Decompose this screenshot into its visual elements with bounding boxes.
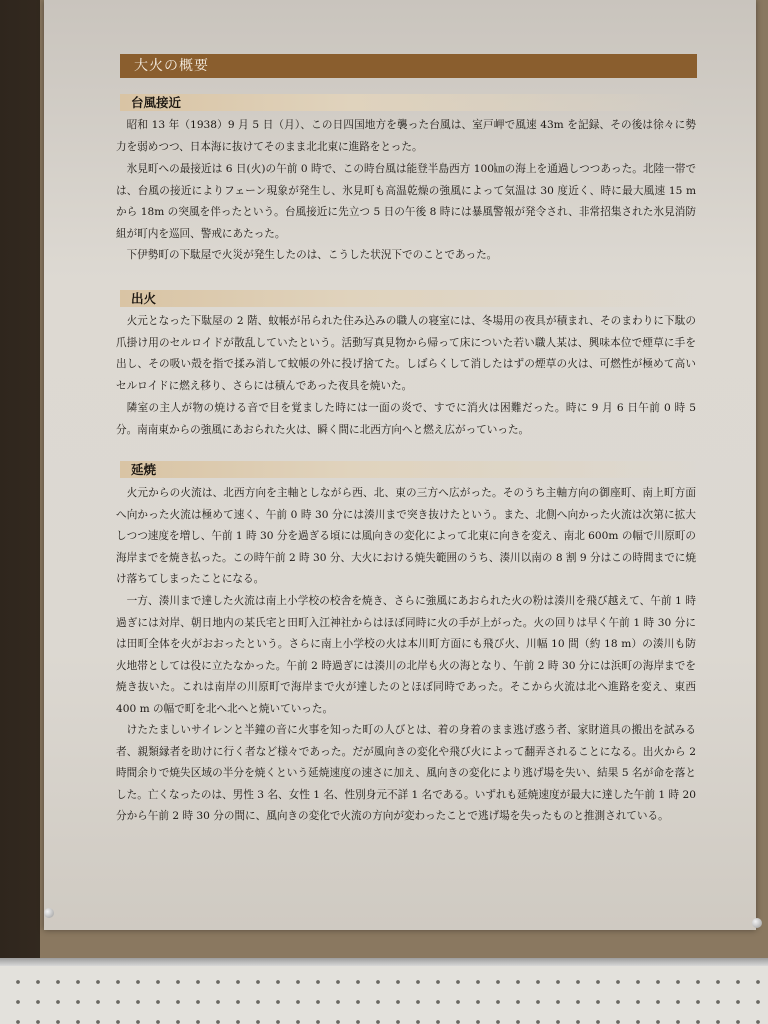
paragraph: 火元となった下駄屋の 2 階、蚊帳が吊られた住み込みの職人の寝室には、冬場用の夜具が積まれ、そのまわりに下駄の爪掛け用のセルロイドが散乱していたという。活動写真見物から帰って床についた若い職人某は、興味本位で煙草に手を出し、その吸い殻を指で揉み消して蚊帳の外に投げ捨てた。しばらくして消したはずの煙草の火は、可燃性が極めて高いセルロイドに燃え移り、さらには積んであった夜具を焼いた。 [116,315,696,392]
poster-title: 大火の概要 [120,54,697,78]
section-heading-outbreak: 出火 [120,290,697,307]
paragraph: 一方、湊川まで達した火流は南上小学校の校舎を焼き、さらに強風にあおられた火の粉は湊川を飛び越えて、午前 1 時過ぎには対岸、朝日地内の某氏宅と田町入江神社からはほぼ同時に火の手が上がった。火の回りは早く午前 1 時 30 分には田町全体を火がおおったという。さらに南上小学校の火は本川町方面にも飛び火、川幅 10 間（約 18 m）の湊川も防火地帯としては役に立たなかった。午前 2 時過ぎには湊川の北岸も火の海となり、午前 2 時 30 分には浜町の海岸までを焼き抜いた。これは南岸の川原町で海岸まで火が達したのとほぼ同時であった。そこから火流は北へ進路を変え、東西 400 m の幅で町を北へ北へと焼いていった。 [116,595,696,715]
pin-bottom-right-icon [752,918,762,928]
paragraph: 下伊勢町の下駄屋で火災が発生したのは、こうした状況下でのことであった。 [126,249,498,261]
pin-bottom-left-icon [44,908,54,918]
section-heading-spread: 延焼 [120,461,697,478]
paragraph: けたたましいサイレンと半鐘の音に火事を知った町の人びとは、着の身着のまま逃げ惑う者、家財道具の搬出を試みる者、親類縁者を助けに行く者など様々であった。だが風向きの変化や飛び火によって翻弄されることになる。出火から 2 時間余りで焼失区域の半分を焼くという延焼速度の速さに加え、風向きの変化により逃げ場を失い、結果 5 名が命を落とした。亡くなったのは、男性 3 名、女性 1 名、性別身元不詳 1 名である。いずれも延焼速度が最大に達した午前 1 時 20 分から午前 2 時 30 分の間に、風向きの変化で火流の方向が変わったことで逃げ場を失ったものと推測されている。 [116,724,696,823]
paragraph: 火元からの火流は、北西方向を主軸としながら西、北、東の三方へ広がった。そのうち主軸方向の御座町、南上町方面へ向かった火流は極めて速く、午前 0 時 30 分には湊川まで突き抜けたという。また、北側へ向かった火流は次第に拡大しつつ速度を増し、午前 1 時 30 分を過ぎる頃には風向きの変化によって北東に向きを変え、南北 600m の幅で川原町の海岸までを焼き払った。この時午前 2 時 30 分、大火における焼失範囲のうち、湊川以南の 8 割 9 分はこの時間までに焼け落ちてしまったことになる。 [116,487,696,586]
bottom-rail [0,958,768,966]
paragraph: 昭和 13 年（1938）9 月 5 日（月）、この日四国地方を襲った台風は、室戸岬で風速 43m を記録、その後は徐々に勢力を弱めつつ、日本海に抜けてそのまま北北東に進路をとった。 [116,119,696,153]
pegboard [0,966,768,1024]
paragraph: 氷見町への最接近は 6 日(火)の午前 0 時で、この時台風は能登半島西方 100㎞の海上を通過しつつあった。北陸一帯では、台風の接近によりフェーン現象が発生し、氷見町も高温乾燥の強風によって気温は 30 度近く、時に最大風速 15 m から 18m の突風を伴ったという。台風接近に先立つ 5 日の午後 8 時には暴風警報が発令され、非常招集された氷見消防組が町内を巡回、警戒にあたった。 [116,163,696,240]
paragraph: 隣室の主人が物の焼ける音で目を覚ました時には一面の炎で、すでに消火は困難だった。時に 9 月 6 日午前 0 時 5 分。南南東からの強風にあおられた火は、瞬く間に北西方向へと燃え広がっていった。 [116,402,696,436]
section-heading-typhoon: 台風接近 [120,94,697,111]
